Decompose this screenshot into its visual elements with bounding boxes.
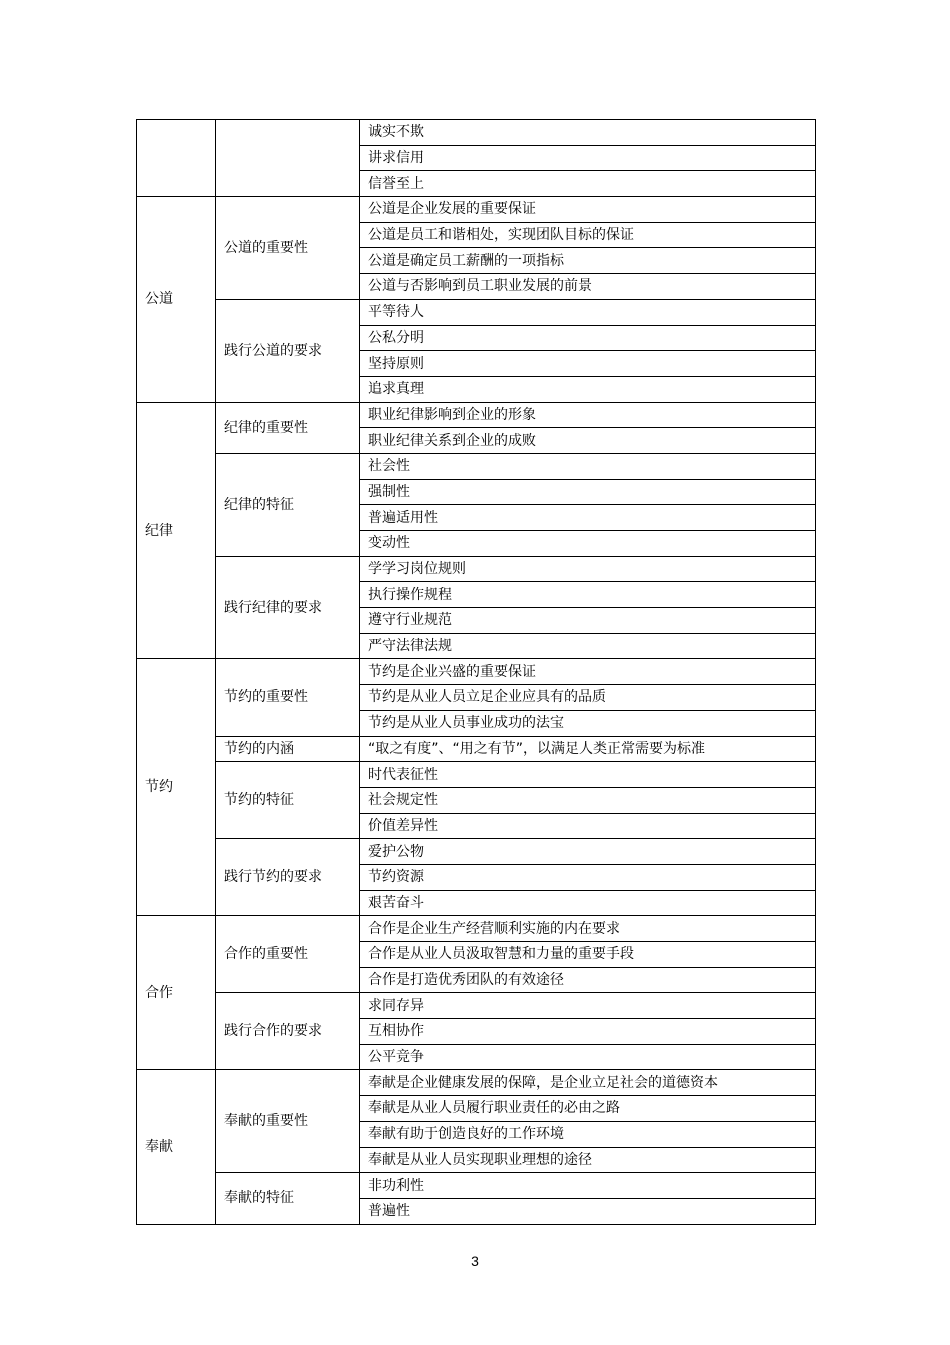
item-cell: 公道与否影响到员工职业发展的前景 [360,274,816,300]
table-row [137,839,816,865]
subcategory-cell [216,120,360,197]
item-cell: 公私分明 [360,325,816,351]
item-cell: 非功利性 [360,1173,816,1199]
item-cell: 社会性 [360,453,816,479]
item-cell: 信誉至上 [360,171,816,197]
item-cell: 平等待人 [360,299,816,325]
table-row [137,1173,816,1199]
category-cell: 合作 [137,916,216,1070]
subcategory-cell: 合作的重要性 [216,916,360,993]
item-cell: 奉献是企业健康发展的保障，是企业立足社会的道德资本 [360,1070,816,1096]
content-table [136,119,816,1225]
table-row [137,659,816,685]
category-cell: 奉献 [137,1070,216,1224]
table-row [137,556,816,582]
subcategory-cell: 纪律的特征 [216,453,360,556]
subcategory-cell: 践行纪律的要求 [216,556,360,659]
table-row [137,736,816,762]
item-cell: 普遍适用性 [360,505,816,531]
item-cell: 公平竞争 [360,1044,816,1070]
table-row [137,299,816,325]
item-cell: 合作是企业生产经营顺利实施的内在要求 [360,916,816,942]
item-cell: 讲求信用 [360,145,816,171]
item-cell: 职业纪律影响到企业的形象 [360,402,816,428]
item-cell: 社会规定性 [360,787,816,813]
subcategory-cell: 奉献的重要性 [216,1070,360,1173]
item-cell: 节约是从业人员事业成功的法宝 [360,710,816,736]
subcategory-cell: 践行合作的要求 [216,993,360,1070]
item-cell: 追求真理 [360,376,816,402]
item-cell: 节约是从业人员立足企业应具有的品质 [360,685,816,711]
item-cell: 强制性 [360,479,816,505]
item-cell: 合作是从业人员汲取智慧和力量的重要手段 [360,942,816,968]
subcategory-cell: 节约的特征 [216,762,360,839]
subcategory-cell: 践行公道的要求 [216,299,360,402]
item-cell: 艰苦奋斗 [360,890,816,916]
item-cell: 求同存异 [360,993,816,1019]
item-cell: 执行操作规程 [360,582,816,608]
item-cell: 奉献是从业人员实现职业理想的途径 [360,1147,816,1173]
item-cell: 诚实不欺 [360,120,816,146]
item-cell: 变动性 [360,531,816,557]
table-row [137,762,816,788]
page-number: 3 [471,1253,479,1269]
category-cell: 节约 [137,659,216,916]
item-cell: 节约是企业兴盛的重要保证 [360,659,816,685]
item-cell: 合作是打造优秀团队的有效途径 [360,967,816,993]
item-cell: 公道是企业发展的重要保证 [360,197,816,223]
item-cell: 坚持原则 [360,351,816,377]
item-cell: 学学习岗位规则 [360,556,816,582]
subcategory-cell: 节约的重要性 [216,659,360,736]
item-cell: “取之有度”、“用之有节”，以满足人类正常需要为标准 [360,736,816,762]
item-cell: 节约资源 [360,864,816,890]
table-row [137,1070,816,1096]
category-cell [137,120,216,197]
table-row [137,453,816,479]
table-row [137,120,816,146]
item-cell: 职业纪律关系到企业的成败 [360,428,816,454]
item-cell: 严守法律法规 [360,633,816,659]
item-cell: 公道是确定员工薪酬的一项指标 [360,248,816,274]
item-cell: 公道是员工和谐相处，实现团队目标的保证 [360,222,816,248]
subcategory-cell: 践行节约的要求 [216,839,360,916]
subcategory-cell: 奉献的特征 [216,1173,360,1224]
item-cell: 奉献是从业人员履行职业责任的必由之路 [360,1096,816,1122]
item-cell: 互相协作 [360,1019,816,1045]
category-cell: 纪律 [137,402,216,659]
subcategory-cell: 公道的重要性 [216,197,360,300]
item-cell: 普遍性 [360,1198,816,1224]
table-row [137,916,816,942]
subcategory-cell: 纪律的重要性 [216,402,360,453]
table-row [137,197,816,223]
item-cell: 奉献有助于创造良好的工作环境 [360,1121,816,1147]
table-row [137,993,816,1019]
category-cell: 公道 [137,197,216,403]
table-row [137,402,816,428]
item-cell: 价值差异性 [360,813,816,839]
item-cell: 时代表征性 [360,762,816,788]
item-cell: 遵守行业规范 [360,608,816,634]
item-cell: 爱护公物 [360,839,816,865]
subcategory-cell: 节约的内涵 [216,736,360,762]
